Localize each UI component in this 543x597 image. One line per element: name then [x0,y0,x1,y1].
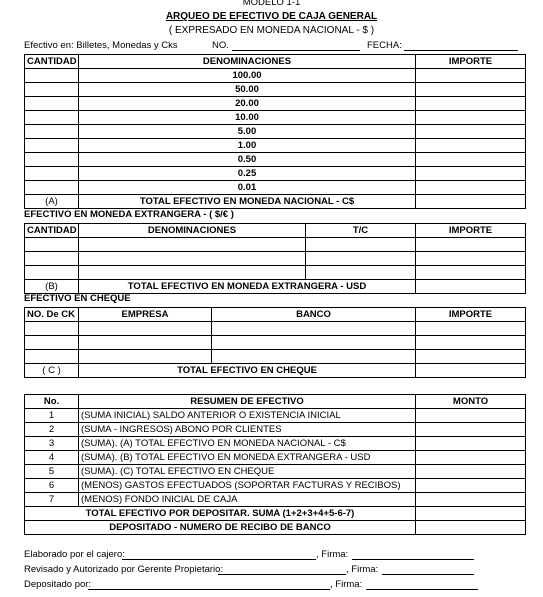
total-amount-cell[interactable] [416,195,526,209]
amount-cell[interactable] [416,181,526,195]
denomination-row [25,167,526,181]
row-description: (SUMA INICIAL) SALDO ANTERIOR O EXISTENCIA INICIAL [79,409,416,423]
foreign-section-title: EFECTIVO EN MONEDA EXTRANGERA - ( $/€ ) [24,209,234,220]
quantity-cell[interactable] [25,238,79,252]
prepared-signature-label: , Firma: [316,549,349,560]
cheque-number-cell[interactable] [25,336,79,350]
summary-row [25,493,526,507]
col-rate-header: T/C [306,224,416,238]
row-number: 4 [25,451,79,465]
table-header-row [25,224,526,238]
reviewed-signature-label: , Firma: [346,564,379,575]
prepared-signature-field[interactable] [352,559,474,560]
quantity-cell[interactable] [25,125,79,139]
quantity-cell[interactable] [25,97,79,111]
denomination-cell[interactable] [79,238,306,252]
amount-cell[interactable] [416,97,526,111]
denomination-cell: 20.00 [79,97,416,111]
denomination-row [25,139,526,153]
total-code: (B) [25,280,79,294]
national-currency-table [24,54,526,209]
col-denomination-header: DENOMINACIONES [79,224,306,238]
foreign-row [25,252,526,266]
amount-cell[interactable] [416,167,526,181]
prepared-by-field[interactable] [122,559,316,560]
summary-row [25,451,526,465]
deposited-by-field[interactable] [88,589,330,590]
summary-row [25,479,526,493]
amount-cell[interactable] [416,336,526,350]
summary-row [25,465,526,479]
col-number-header: No. [25,395,79,409]
amount-cell[interactable] [416,69,526,83]
summary-deposit-row [25,521,526,535]
cheque-row [25,336,526,350]
row-description: (SUMA). (A) TOTAL EFECTIVO EN MONEDA NACIONAL - C$ [79,437,416,451]
summary-row [25,409,526,423]
amount-cell[interactable] [416,409,526,423]
rate-cell[interactable] [306,252,416,266]
rate-cell[interactable] [306,266,416,280]
total-row [25,364,526,378]
total-row [25,280,526,294]
company-cell[interactable] [79,322,212,336]
number-label: NO. [212,40,229,51]
amount-cell[interactable] [416,125,526,139]
deposit-receipt-cell[interactable] [416,521,526,535]
denomination-cell[interactable] [79,266,306,280]
amount-cell[interactable] [416,437,526,451]
denomination-cell: 5.00 [79,125,416,139]
amount-cell[interactable] [416,322,526,336]
reviewed-signature-field[interactable] [382,574,474,575]
denomination-cell: 0.25 [79,167,416,181]
denomination-row [25,181,526,195]
amount-cell[interactable] [416,350,526,364]
deposited-signature-field[interactable] [366,589,478,590]
bank-cell[interactable] [212,350,416,364]
cash-in-label: Efectivo en: Billetes, Monedas y Cks [24,40,178,51]
denomination-cell: 1.00 [79,139,416,153]
cheque-row [25,322,526,336]
total-code: (A) [25,195,79,209]
total-amount-cell[interactable] [416,280,526,294]
col-cheque-number-header: NO. De CK [25,308,79,322]
amount-cell[interactable] [416,153,526,167]
model-number: MODELO 1-1 [242,0,301,8]
total-to-deposit-cell[interactable] [416,507,526,521]
quantity-cell[interactable] [25,111,79,125]
cheque-row [25,350,526,364]
col-company-header: EMPRESA [79,308,212,322]
row-number: 5 [25,465,79,479]
cheque-section-title: EFECTIVO EN CHEQUE [24,293,131,304]
amount-cell[interactable] [416,451,526,465]
amount-cell[interactable] [416,139,526,153]
row-number: 2 [25,423,79,437]
number-field[interactable] [232,50,360,51]
denomination-cell[interactable] [79,252,306,266]
table-header-row [25,395,526,409]
quantity-cell[interactable] [25,266,79,280]
total-label: TOTAL EFECTIVO EN MONEDA EXTRANGERA - USD [79,280,416,294]
company-cell[interactable] [79,336,212,350]
amount-cell[interactable] [416,479,526,493]
amount-cell[interactable] [416,465,526,479]
rate-cell[interactable] [306,238,416,252]
deposit-receipt-label: DEPOSITADO - NUMERO DE RECIBO DE BANCO [25,521,416,535]
amount-cell[interactable] [416,423,526,437]
amount-cell[interactable] [416,238,526,252]
denomination-cell: 10.00 [79,111,416,125]
foreign-row [25,266,526,280]
row-number: 6 [25,479,79,493]
denomination-cell: 0.01 [79,181,416,195]
row-number: 7 [25,493,79,507]
form-title: ARQUEO DE EFECTIVO DE CAJA GENERAL [165,11,378,22]
summary-row [25,437,526,451]
bank-cell[interactable] [212,336,416,350]
col-amount-header: IMPORTE [416,308,526,322]
row-description: (MENOS) FONDO INICIAL DE CAJA [79,493,416,507]
denomination-cell: 50.00 [79,83,416,97]
quantity-cell[interactable] [25,181,79,195]
summary-total-row [25,507,526,521]
foreign-currency-table [24,223,526,294]
col-amount-header: IMPORTE [416,55,526,69]
summary-row [25,423,526,437]
row-description: (SUMA). (C) TOTAL EFECTIVO EN CHEQUE [79,465,416,479]
row-description: (SUMA). (B) TOTAL EFECTIVO EN MONEDA EXTRANGERA - USD [79,451,416,465]
denomination-row [25,83,526,97]
total-to-deposit-label: TOTAL EFECTIVO POR DEPOSITAR. SUMA (1+2+3+4+5-6-7) [25,507,416,521]
row-description: (MENOS) GASTOS EFECTUADOS (SOPORTAR FACTURAS Y RECIBOS) [79,479,416,493]
col-amount-header: IMPORTE [416,224,526,238]
total-label: TOTAL EFECTIVO EN MONEDA NACIONAL - C$ [79,195,416,209]
foreign-row [25,238,526,252]
deposited-by-label: Depositado por: [24,579,92,590]
col-quantity-header: CANTIDAD [25,55,79,69]
denomination-row [25,153,526,167]
table-header-row [25,55,526,69]
date-label: FECHA: [367,40,402,51]
row-description: (SUMA - INGRESOS) ABONO POR CLIENTES [79,423,416,437]
quantity-cell[interactable] [25,153,79,167]
denomination-row [25,69,526,83]
quantity-cell[interactable] [25,167,79,181]
total-amount-cell[interactable] [416,364,526,378]
denomination-row [25,125,526,139]
denomination-cell: 0.50 [79,153,416,167]
summary-table [24,394,526,535]
amount-cell[interactable] [416,83,526,97]
amount-cell[interactable] [416,111,526,125]
denomination-row [25,97,526,111]
denomination-cell: 100.00 [79,69,416,83]
col-quantity-header: CANTIDAD [25,224,79,238]
deposited-signature-label: , Firma: [330,579,363,590]
col-summary-header: RESUMEN DE EFECTIVO [79,395,416,409]
amount-cell[interactable] [416,493,526,507]
cheque-number-cell[interactable] [25,350,79,364]
bank-cell[interactable] [212,322,416,336]
amount-cell[interactable] [416,266,526,280]
date-field[interactable] [404,50,518,51]
company-cell[interactable] [79,350,212,364]
reviewed-by-label: Revisado y Autorizado por Gerente Propietario: [24,564,224,575]
quantity-cell[interactable] [25,83,79,97]
cheque-number-cell[interactable] [25,322,79,336]
cheque-table [24,307,526,378]
col-denomination-header: DENOMINACIONES [79,55,416,69]
total-code: ( C ) [25,364,79,378]
reviewed-by-field[interactable] [218,574,346,575]
quantity-cell[interactable] [25,69,79,83]
quantity-cell[interactable] [25,252,79,266]
row-number: 3 [25,437,79,451]
form-subtitle: ( EXPRESADO EN MONEDA NACIONAL - $ ) [168,25,375,36]
amount-cell[interactable] [416,252,526,266]
quantity-cell[interactable] [25,139,79,153]
prepared-by-label: Elaborado por el cajero: [24,549,125,560]
total-label: TOTAL EFECTIVO EN CHEQUE [79,364,416,378]
total-row [25,195,526,209]
table-header-row [25,308,526,322]
denomination-row [25,111,526,125]
row-number: 1 [25,409,79,423]
col-bank-header: BANCO [212,308,416,322]
col-amount-header: MONTO [416,395,526,409]
